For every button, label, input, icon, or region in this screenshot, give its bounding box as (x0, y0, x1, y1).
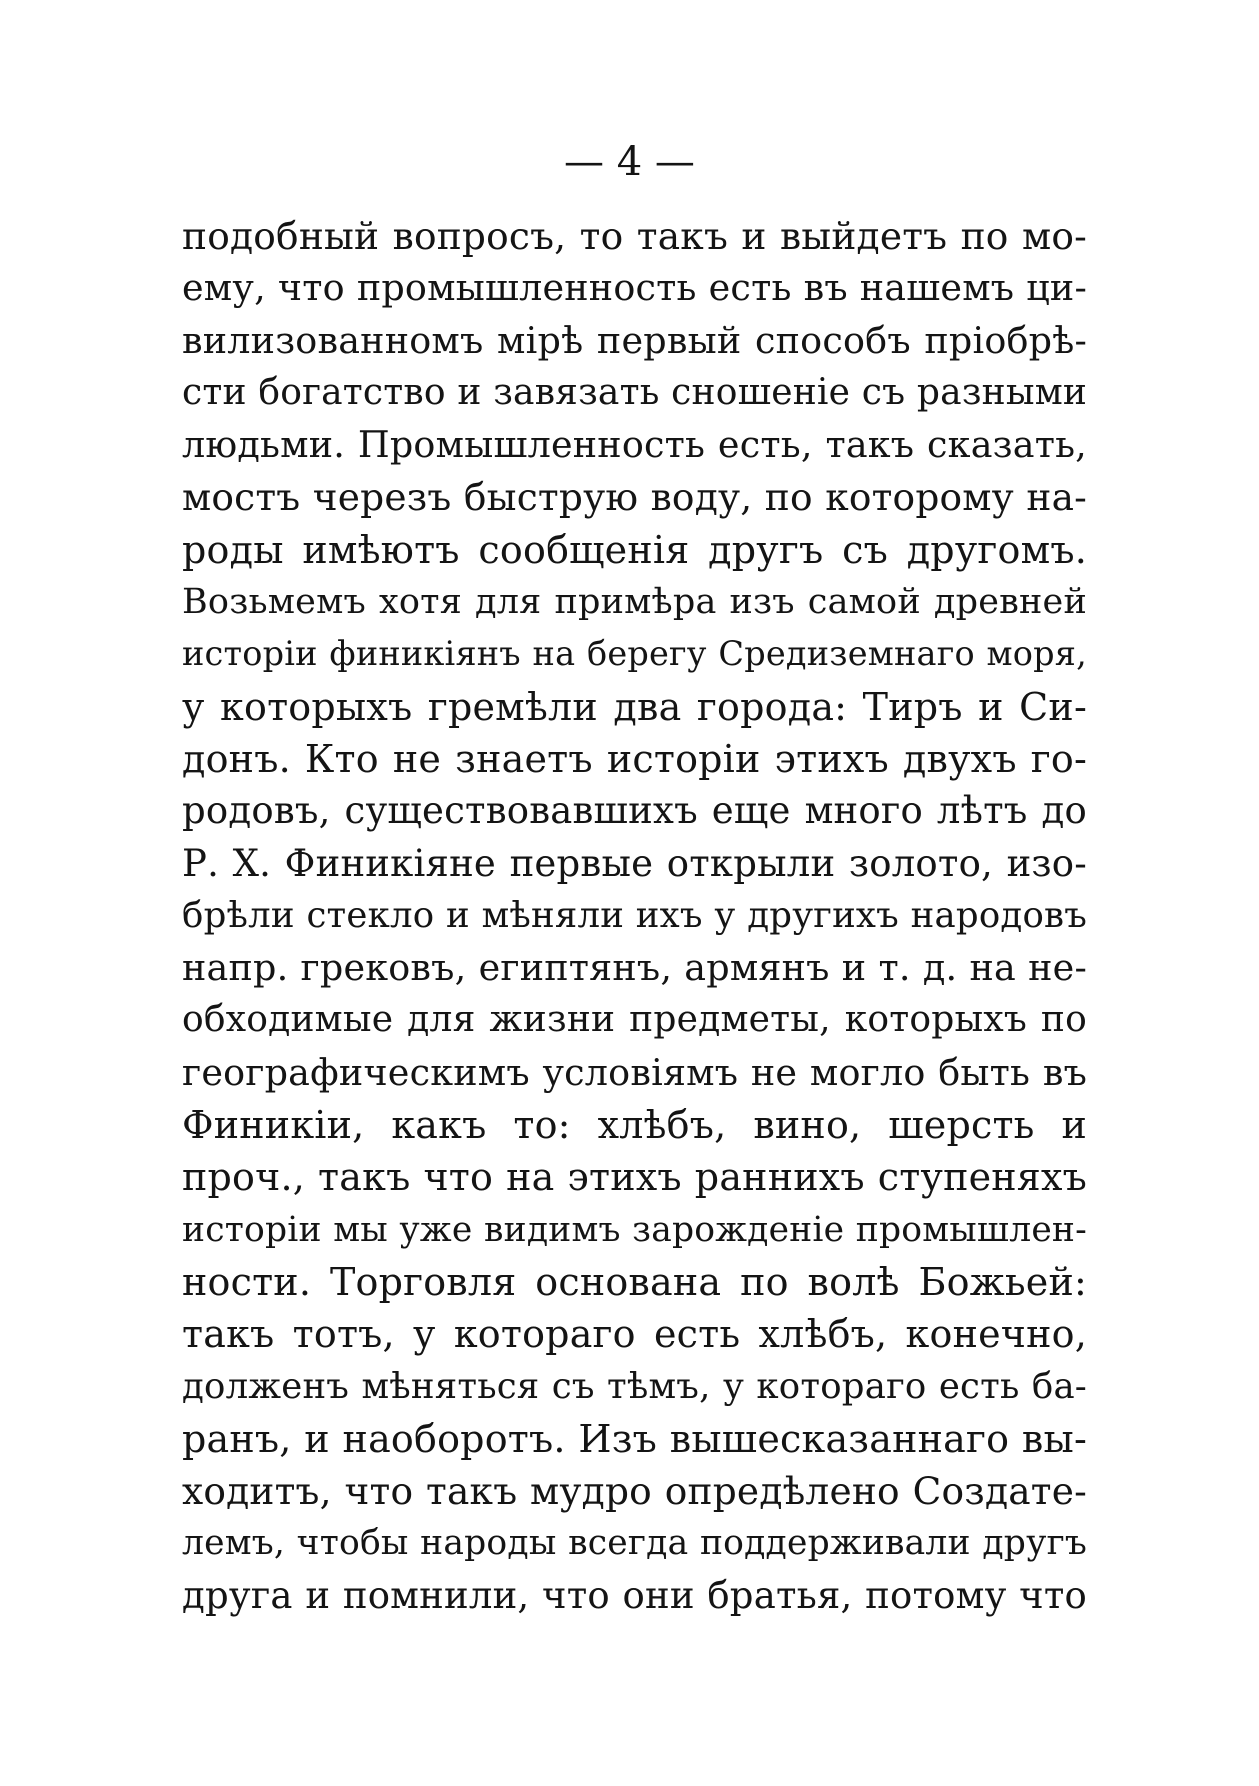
text-line: ходитъ, что такъ мудро опредѣлено Создате- (182, 1469, 1087, 1514)
text-line: ности. Торговля основана по волѣ Божьей: (182, 1259, 1087, 1304)
text-line: Р. Х. Финикіяне первые открыли золото, изо- (182, 841, 1087, 885)
body-text (182, 210, 1087, 1622)
text-line: долженъ мѣняться съ тѣмъ, у котораго есть ба- (182, 1365, 1087, 1407)
text-line: географическимъ условіямъ не могло быть въ (182, 1050, 1087, 1094)
text-line: людьми. Промышленность есть, такъ сказать, (182, 423, 1087, 467)
text-line: исторіи финикіянъ на берегу Средиземнаго моря, (182, 634, 1087, 674)
text-line: Возьмемъ хотя для примѣра изъ самой древней (182, 582, 1087, 623)
text-line: ранъ, и наоборотъ. Изъ вышесказаннаго вы- (182, 1416, 1087, 1461)
text-line: родовъ, существовавшихъ еще много лѣтъ до (182, 789, 1087, 833)
text-line: у которыхъ гремѣли два города: Тиръ и Си- (182, 684, 1087, 729)
text-line: ему, что промышленность есть въ нашемъ ци- (182, 266, 1087, 310)
text-line: лемъ, чтобы народы всегда поддерживали другъ (182, 1523, 1087, 1564)
page-number: — 4 — (564, 139, 695, 185)
text-line: Финикіи, какъ то: хлѣбъ, вино, шерсть и (182, 1103, 1087, 1148)
text-line: напр. грековъ, египтянъ, армянъ и т. д. на не- (182, 946, 1087, 990)
text-line: мостъ черезъ быструю воду, по которому на- (182, 475, 1087, 520)
text-line: роды имѣютъ сообщенія другъ съ другомъ. (182, 527, 1087, 572)
text-line: исторіи мы уже видимъ зарожденіе промышлен- (182, 1209, 1087, 1250)
text-line: брѣли стекло и мѣняли ихъ у другихъ народовъ (182, 894, 1087, 936)
text-line: донъ. Кто не знаетъ исторіи этихъ двухъ го- (182, 736, 1087, 781)
text-line: вилизованномъ мірѣ первый способъ пріобрѣ- (182, 318, 1087, 362)
text-line: сти богатство и завязать сношеніе съ разными (182, 371, 1088, 413)
text-line: обходимые для жизни предметы, которыхъ по (182, 999, 1087, 1041)
text-line: друга и помнили, что они братья, потому что (182, 1573, 1087, 1617)
text-line: такъ тотъ, у котораго есть хлѣбъ, конечно, (182, 1312, 1087, 1357)
text-line: проч., такъ что на этихъ раннихъ ступеняхъ (182, 1155, 1087, 1200)
text-line: подобный вопросъ, то такъ и выйдетъ по мо- (182, 214, 1087, 258)
